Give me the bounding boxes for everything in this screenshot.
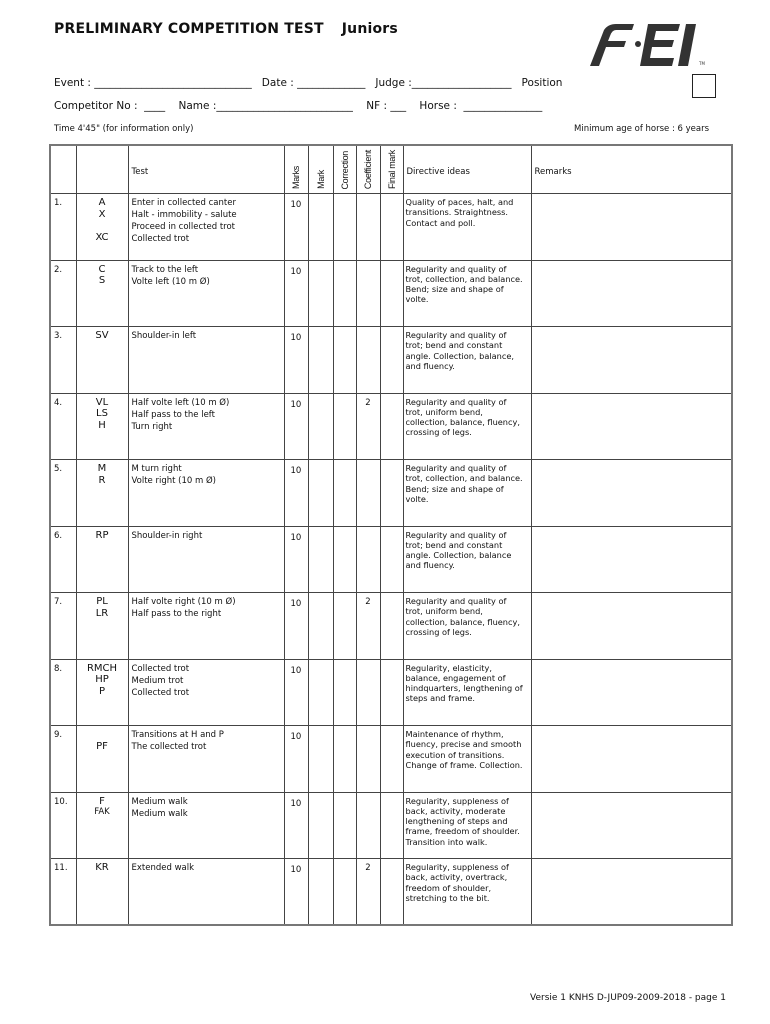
directive-line: back, activity, overtrack, <box>405 872 508 883</box>
coefficient-cell: 2 <box>356 593 380 660</box>
max-marks: 10 <box>284 659 308 726</box>
mark-cell[interactable] <box>308 593 333 660</box>
test-line: Transitions at H and P <box>131 730 224 741</box>
header-num <box>50 145 76 194</box>
directive-line: collection, balance, fluency, <box>405 616 520 627</box>
remarks-cell[interactable] <box>531 260 732 327</box>
max-marks: 10 <box>284 460 308 527</box>
directive-ideas <box>403 792 531 859</box>
test-level: Juniors <box>341 21 398 37</box>
final-mark-cell[interactable] <box>380 659 403 726</box>
max-marks: 10 <box>284 393 308 460</box>
arena-letter: PF <box>96 740 108 752</box>
directive-line: angle. Collection, balance, <box>405 350 514 361</box>
arena-letter: LS <box>96 408 108 420</box>
coefficient-cell <box>356 526 380 593</box>
final-mark-cell[interactable] <box>380 593 403 660</box>
directive-ideas <box>403 526 531 593</box>
directive-ideas <box>403 726 531 793</box>
directive-line: trot, collection, and balance. <box>405 473 523 484</box>
coefficient-cell <box>356 659 380 726</box>
directive-line: Regularity and quality of <box>405 596 507 607</box>
coefficient-cell <box>356 792 380 859</box>
test-line: The collected trot <box>131 742 207 753</box>
directive-line: and fluency. <box>405 560 455 571</box>
movement-letters <box>76 659 128 726</box>
mark-cell[interactable] <box>308 726 333 793</box>
test-line: Shoulder-in right <box>131 530 203 541</box>
max-marks: 10 <box>284 792 308 859</box>
directive-line: trot, uniform bend, <box>405 406 483 417</box>
mark-cell[interactable] <box>308 260 333 327</box>
mark-cell[interactable] <box>308 526 333 593</box>
test-line: Volte right (10 m Ø) <box>131 476 216 487</box>
directive-line: volte. <box>405 493 429 504</box>
test-line: Half pass to the right <box>131 609 222 620</box>
directive-line: trot, collection, and balance. <box>405 273 523 284</box>
correction-cell[interactable] <box>333 792 356 859</box>
final-mark-cell[interactable] <box>380 460 403 527</box>
page-title <box>54 21 398 37</box>
directive-line: steps and frame. <box>405 693 475 704</box>
movement-number: 5. <box>50 460 76 527</box>
remarks-cell[interactable] <box>531 526 732 593</box>
remarks-cell[interactable] <box>531 327 732 394</box>
final-mark-cell[interactable] <box>380 260 403 327</box>
logo-tm: TM <box>699 61 705 66</box>
test-line: Half volte left (10 m Ø) <box>131 397 230 408</box>
page-footer: Versie 1 KNHS D-JUP09-2009-2018 - page 1 <box>530 993 726 1003</box>
directive-ideas <box>403 260 531 327</box>
table-row <box>50 859 732 926</box>
directive-line: freedom of shoulder, <box>405 882 492 893</box>
movement-letters <box>76 194 128 261</box>
movement-number: 7. <box>50 593 76 660</box>
movement-test <box>128 659 284 726</box>
movement-number: 6. <box>50 526 76 593</box>
movement-test <box>128 859 284 926</box>
coefficient-cell <box>356 194 380 261</box>
directive-line: Maintenance of rhythm, <box>405 729 504 740</box>
correction-cell[interactable] <box>333 327 356 394</box>
directive-line: Bend; size and shape of <box>405 483 504 494</box>
min-age-info: Minimum age of horse : 6 years <box>574 124 710 134</box>
max-marks: 10 <box>284 726 308 793</box>
header-coefficient: Coefficient <box>356 145 380 194</box>
coefficient-cell: 2 <box>356 859 380 926</box>
directive-ideas <box>403 393 531 460</box>
fei-logo <box>582 20 714 68</box>
final-mark-cell[interactable] <box>380 526 403 593</box>
movement-letters <box>76 859 128 926</box>
mark-cell[interactable] <box>308 460 333 527</box>
time-info: Time 4'45" (for information only) <box>54 124 194 134</box>
mark-cell[interactable] <box>308 659 333 726</box>
movement-number: 9. <box>50 726 76 793</box>
mark-cell[interactable] <box>308 859 333 926</box>
header-test: Test <box>128 145 284 194</box>
directive-line: Bend; size and shape of <box>405 284 504 295</box>
test-line: Halt - immobility - salute <box>131 210 237 221</box>
arena-letter: S <box>98 275 106 287</box>
header-fields-line-1: Event : ______________________________ Date : _____________ Judge :___________________ Position <box>54 77 563 89</box>
directive-ideas <box>403 593 531 660</box>
arena-letter: R <box>98 474 106 486</box>
test-line: M turn right <box>131 464 182 475</box>
arena-letter: RMCH <box>86 662 118 674</box>
table-row <box>50 327 732 394</box>
header-letters <box>76 145 128 194</box>
directive-line: Regularity, suppleness of <box>405 795 509 806</box>
table-row <box>50 393 732 460</box>
correction-cell[interactable] <box>333 593 356 660</box>
movement-test <box>128 526 284 593</box>
directive-line: trot, uniform bend, <box>405 606 483 617</box>
remarks-cell[interactable] <box>531 792 732 859</box>
movement-test <box>128 393 284 460</box>
directive-line: Regularity and quality of <box>405 396 507 407</box>
test-line: Medium walk <box>131 808 188 819</box>
position-box[interactable] <box>692 74 716 98</box>
arena-letter: VL <box>95 396 109 408</box>
coefficient-cell <box>356 327 380 394</box>
header-correction: Correction <box>333 145 356 194</box>
directive-line: Transition into walk. <box>405 836 488 847</box>
remarks-cell[interactable] <box>531 659 732 726</box>
max-marks: 10 <box>284 593 308 660</box>
arena-letter: HP <box>95 674 109 686</box>
directive-line: Regularity and quality of <box>405 529 507 540</box>
arena-letter: X <box>98 208 106 220</box>
movement-letters <box>76 526 128 593</box>
header-directive: Directive ideas <box>403 145 531 194</box>
header-mark: Mark <box>308 145 333 194</box>
header-final-mark: Final mark <box>380 145 403 194</box>
arena-letter: RP <box>95 529 109 541</box>
arena-letter: C <box>98 263 106 275</box>
remarks-cell[interactable] <box>531 593 732 660</box>
directive-line: Regularity and quality of <box>405 463 507 474</box>
directive-ideas <box>403 460 531 527</box>
arena-letter: XC <box>95 231 109 243</box>
directive-line: transitions. Straightness. <box>405 207 508 218</box>
movement-letters <box>76 393 128 460</box>
correction-cell[interactable] <box>333 659 356 726</box>
test-line: Extended walk <box>131 863 195 874</box>
arena-letter: A <box>98 197 106 209</box>
arena-letter: LR <box>95 607 109 619</box>
test-line: Proceed in collected trot <box>131 222 235 233</box>
max-marks: 10 <box>284 260 308 327</box>
table-row <box>50 526 732 593</box>
arena-letter: H <box>98 419 106 431</box>
test-line: Collected trot <box>131 687 190 698</box>
table-row <box>50 260 732 327</box>
final-mark-cell[interactable] <box>380 327 403 394</box>
test-line: Track to the left <box>131 264 199 275</box>
table-row <box>50 792 732 859</box>
directive-line: Quality of paces, halt, and <box>405 197 514 208</box>
test-line: Collected trot <box>131 234 190 245</box>
header-marks: Marks <box>284 145 308 194</box>
directive-ideas <box>403 194 531 261</box>
test-line: Turn right <box>131 421 173 432</box>
movement-test <box>128 726 284 793</box>
directive-line: fluency, precise and smooth <box>405 739 522 750</box>
movement-number: 2. <box>50 260 76 327</box>
arena-letter: F <box>99 795 105 807</box>
remarks-cell[interactable] <box>531 726 732 793</box>
test-line: Shoulder-in left <box>131 331 197 342</box>
directive-line: Regularity and quality of <box>405 263 507 274</box>
directive-line: collection, balance, fluency, <box>405 417 520 428</box>
directive-line: trot; bend and constant <box>405 340 503 351</box>
test-line: Medium trot <box>131 675 184 686</box>
movement-number: 4. <box>50 393 76 460</box>
directive-line: back, activity, moderate <box>405 805 506 816</box>
test-line: Medium walk <box>131 796 188 807</box>
movement-number: 11. <box>50 859 76 926</box>
directive-line: volte. <box>405 294 429 305</box>
arena-letter: SV <box>95 330 109 342</box>
test-line: Half pass to the left <box>131 409 215 420</box>
directive-line: frame, freedom of shoulder. <box>405 826 520 837</box>
correction-cell[interactable] <box>333 194 356 261</box>
table-row <box>50 659 732 726</box>
directive-ideas <box>403 859 531 926</box>
correction-cell[interactable] <box>333 460 356 527</box>
directive-line: trot; bend and constant <box>405 539 503 550</box>
mark-cell[interactable] <box>308 194 333 261</box>
table-header-row <box>50 145 732 194</box>
directive-line: balance, engagement of <box>405 672 506 683</box>
movement-letters <box>76 593 128 660</box>
directive-line: execution of transitions. <box>405 749 505 760</box>
header-remarks: Remarks <box>531 145 732 194</box>
score-sheet-table <box>49 144 733 926</box>
table-row <box>50 460 732 527</box>
coefficient-cell <box>356 260 380 327</box>
test-line: Volte left (10 m Ø) <box>131 276 210 287</box>
table-row <box>50 593 732 660</box>
correction-cell[interactable] <box>333 260 356 327</box>
max-marks: 10 <box>284 859 308 926</box>
remarks-cell[interactable] <box>531 859 732 926</box>
directive-line: stretching to the bit. <box>405 892 490 903</box>
max-marks: 10 <box>284 327 308 394</box>
movement-letters <box>76 792 128 859</box>
movement-letters <box>76 460 128 527</box>
mark-cell[interactable] <box>308 327 333 394</box>
movement-test <box>128 194 284 261</box>
movement-test <box>128 260 284 327</box>
arena-letter: M <box>97 463 107 475</box>
final-mark-cell[interactable] <box>380 792 403 859</box>
directive-line: Regularity and quality of <box>405 330 507 341</box>
movement-test <box>128 792 284 859</box>
coefficient-cell <box>356 460 380 527</box>
final-mark-cell[interactable] <box>380 393 403 460</box>
directive-line: Change of frame. Collection. <box>405 759 523 770</box>
arena-letter: PL <box>96 596 108 608</box>
movement-number: 10. <box>50 792 76 859</box>
table-row <box>50 194 732 261</box>
header-fields-line-2: Competitor No : ____ Name :__________________________ NF : ___ Horse : _______________ <box>54 100 543 112</box>
directive-line: Regularity, elasticity, <box>405 662 492 673</box>
movement-test <box>128 593 284 660</box>
mark-cell[interactable] <box>308 792 333 859</box>
table-row <box>50 726 732 793</box>
test-line: Collected trot <box>131 663 190 674</box>
arena-letter <box>77 220 128 232</box>
movement-test <box>128 460 284 527</box>
movement-letters <box>76 327 128 394</box>
arena-letter: P <box>98 685 106 697</box>
max-marks: 10 <box>284 194 308 261</box>
max-marks: 10 <box>284 526 308 593</box>
test-line: Enter in collected canter <box>131 198 236 209</box>
movement-number: 3. <box>50 327 76 394</box>
test-line: Half volte right (10 m Ø) <box>131 597 236 608</box>
remarks-cell[interactable] <box>531 460 732 527</box>
directive-ideas <box>403 659 531 726</box>
directive-line: crossing of legs. <box>405 626 472 637</box>
movement-test <box>128 327 284 394</box>
remarks-cell[interactable] <box>531 393 732 460</box>
movement-number: 1. <box>50 194 76 261</box>
coefficient-cell: 2 <box>356 393 380 460</box>
arena-letter: FAK <box>94 807 110 818</box>
movement-number: 8. <box>50 659 76 726</box>
directive-line: Regularity, suppleness of <box>405 862 509 873</box>
directive-ideas <box>403 327 531 394</box>
mark-cell[interactable] <box>308 393 333 460</box>
movement-letters <box>76 260 128 327</box>
directive-line: angle. Collection, balance <box>405 550 512 561</box>
directive-line: and fluency. <box>405 360 455 371</box>
final-mark-cell[interactable] <box>380 726 403 793</box>
remarks-cell[interactable] <box>531 194 732 261</box>
directive-line: Contact and poll. <box>405 217 476 228</box>
correction-cell[interactable] <box>333 393 356 460</box>
correction-cell[interactable] <box>333 526 356 593</box>
correction-cell[interactable] <box>333 859 356 926</box>
coefficient-cell <box>356 726 380 793</box>
directive-line: hindquarters, lengthening of <box>405 683 523 694</box>
final-mark-cell[interactable] <box>380 194 403 261</box>
directive-line: crossing of legs. <box>405 427 472 438</box>
arena-letter <box>77 729 128 741</box>
directive-line: lengthening of steps and <box>405 816 508 827</box>
movement-letters <box>76 726 128 793</box>
correction-cell[interactable] <box>333 726 356 793</box>
arena-letter: KR <box>95 862 109 874</box>
final-mark-cell[interactable] <box>380 859 403 926</box>
test-title: PRELIMINARY COMPETITION TEST <box>54 21 324 37</box>
